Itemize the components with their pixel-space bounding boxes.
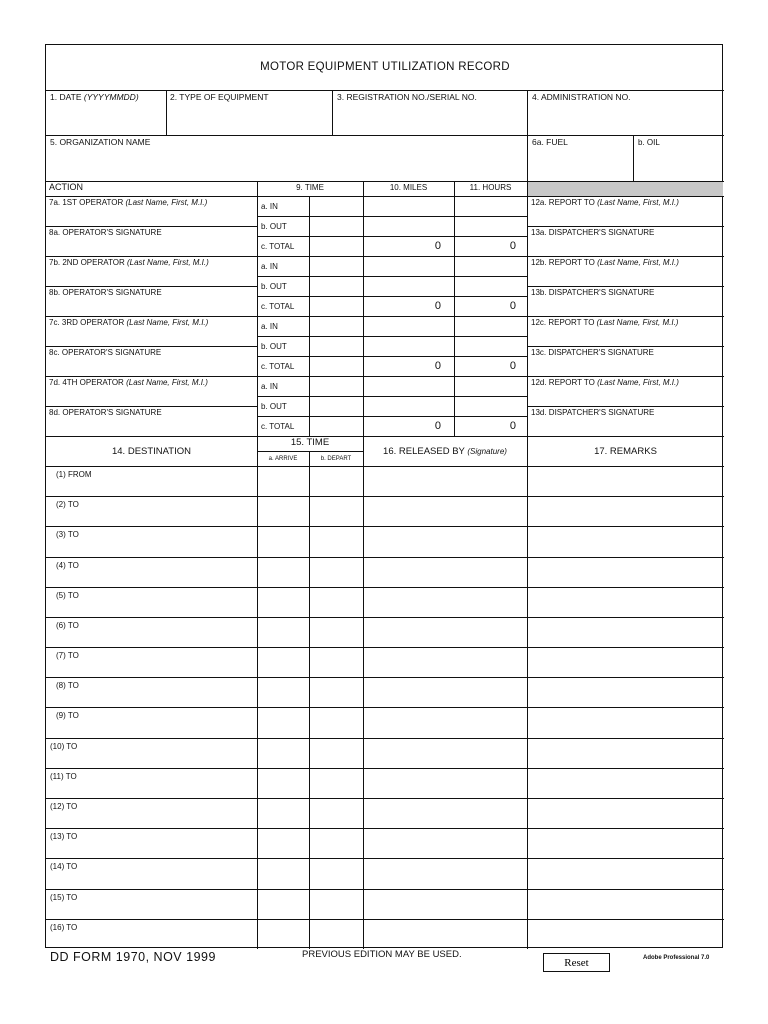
- operator-label: 7a. 1ST OPERATOR (Last Name, First, M.I.): [49, 198, 208, 207]
- destination-row-label: (5) TO: [56, 590, 79, 600]
- form-id: DD FORM 1970, NOV 1999: [50, 950, 216, 964]
- destination-field[interactable]: [48, 511, 255, 525]
- released-by-field[interactable]: [364, 890, 526, 918]
- hours-total: 0: [509, 300, 516, 312]
- administration-label: 4. ADMINISTRATION NO.: [532, 92, 631, 102]
- report-to-field[interactable]: [529, 329, 722, 345]
- arrive-time-field[interactable]: [258, 829, 308, 857]
- arrive-time-field[interactable]: [258, 558, 308, 586]
- destination-row-label: (3) TO: [56, 530, 79, 540]
- depart-time-field[interactable]: [310, 648, 362, 676]
- destination-row-label: (13) TO: [50, 832, 78, 842]
- reset-button[interactable]: Reset: [543, 953, 610, 972]
- motor-equipment-form: [45, 44, 723, 948]
- arrive-time-field[interactable]: [258, 648, 308, 676]
- dispatcher-signature-label: 13b. DISPATCHER'S SIGNATURE: [531, 288, 655, 297]
- remarks-field[interactable]: [528, 920, 723, 948]
- action-cell-field[interactable]: [455, 197, 526, 215]
- destination-field[interactable]: [48, 904, 255, 918]
- arrive-time-field[interactable]: [258, 920, 308, 948]
- destination-row-label: (1) FROM: [56, 470, 92, 479]
- hours-total: 0: [509, 240, 516, 252]
- time-in-label: a. IN: [261, 202, 278, 211]
- released-by-field[interactable]: [364, 678, 526, 706]
- form-title: MOTOR EQUIPMENT UTILIZATION RECORD: [260, 61, 510, 73]
- arrive-label: a. ARRIVE: [268, 456, 298, 462]
- oil-label: b. OIL: [638, 138, 660, 147]
- remarks-field[interactable]: [528, 678, 723, 706]
- report-to-label: 12d. REPORT TO (Last Name, First, M.I.): [531, 378, 679, 387]
- fuel-field[interactable]: [529, 150, 631, 179]
- time-total-label: c. TOTAL: [261, 242, 295, 251]
- arrive-time-field[interactable]: [258, 859, 308, 887]
- time-total-label: c. TOTAL: [261, 302, 295, 311]
- released-by-field[interactable]: [364, 497, 526, 525]
- operator-signature-field[interactable]: [48, 419, 255, 435]
- released-by-field[interactable]: [364, 467, 526, 495]
- action-cell-field[interactable]: [310, 257, 362, 275]
- arrive-time-field[interactable]: [258, 890, 308, 918]
- destination-row-label: (16) TO: [50, 922, 78, 932]
- remarks-field[interactable]: [528, 618, 723, 646]
- arrive-time-field[interactable]: [258, 739, 308, 767]
- arrive-time-field[interactable]: [258, 497, 308, 525]
- time-out-label: b. OUT: [261, 282, 287, 291]
- operator-name-field[interactable]: [48, 329, 255, 345]
- hours-label: 11. HOURS: [469, 183, 512, 192]
- date-label: 1. DATE (YYYYMMDD): [50, 92, 139, 102]
- destination-field[interactable]: [48, 541, 255, 555]
- remarks-field[interactable]: [528, 829, 723, 857]
- released-by-label: 16. RELEASED BY (Signature): [383, 446, 507, 457]
- report-to-label: 12c. REPORT TO (Last Name, First, M.I.): [531, 318, 679, 327]
- destination-row-label: (9) TO: [56, 711, 79, 721]
- action-cell-field[interactable]: [364, 217, 453, 235]
- remarks-field[interactable]: [528, 467, 723, 495]
- destination-field[interactable]: [48, 873, 255, 887]
- destination-field[interactable]: [48, 572, 255, 586]
- destination-field[interactable]: [48, 783, 255, 797]
- report-to-field[interactable]: [529, 209, 722, 225]
- destination-field[interactable]: [48, 753, 255, 767]
- operator-name-field[interactable]: [48, 389, 255, 405]
- action-cell-field[interactable]: [310, 397, 362, 415]
- miles-total: 0: [434, 240, 441, 252]
- organization-label: 5. ORGANIZATION NAME: [50, 137, 151, 147]
- dispatcher-signature-field[interactable]: [529, 419, 722, 435]
- remarks-label: 17. REMARKS: [594, 446, 657, 457]
- fuel-label: 6a. FUEL: [532, 137, 568, 147]
- depart-time-field[interactable]: [310, 799, 362, 827]
- released-by-field[interactable]: [364, 527, 526, 555]
- action-cell-field[interactable]: [364, 197, 453, 215]
- time-total-label: c. TOTAL: [261, 362, 295, 371]
- released-by-field[interactable]: [364, 920, 526, 948]
- arrive-time-field[interactable]: [258, 588, 308, 616]
- registration-label: 3. REGISTRATION NO./SERIAL NO.: [337, 92, 477, 102]
- operator-name-field[interactable]: [48, 269, 255, 285]
- depart-time-field[interactable]: [310, 467, 362, 495]
- action-cell-field[interactable]: [310, 337, 362, 355]
- action-cell-field[interactable]: [310, 317, 362, 335]
- hours-total: 0: [509, 360, 516, 372]
- depart-time-field[interactable]: [310, 588, 362, 616]
- arrive-time-field[interactable]: [258, 527, 308, 555]
- action-cell-field[interactable]: [310, 197, 362, 215]
- destination-field[interactable]: [48, 934, 255, 948]
- destination-row-label: (10) TO: [50, 741, 78, 751]
- action-cell-field[interactable]: [364, 377, 453, 395]
- arrive-time-field[interactable]: [258, 769, 308, 797]
- remarks-field[interactable]: [528, 799, 723, 827]
- time-total-label: c. TOTAL: [261, 422, 295, 431]
- operator-signature-field[interactable]: [48, 299, 255, 315]
- destination-row-label: (7) TO: [56, 651, 79, 661]
- action-cell-field[interactable]: [455, 377, 526, 395]
- time-out-label: b. OUT: [261, 342, 287, 351]
- depart-time-field[interactable]: [310, 558, 362, 586]
- time-out-label: b. OUT: [261, 402, 287, 411]
- operator-signature-field[interactable]: [48, 239, 255, 255]
- destination-field[interactable]: [48, 722, 255, 736]
- destination-label: 14. DESTINATION: [111, 446, 191, 457]
- operator-name-field[interactable]: [48, 209, 255, 225]
- released-by-field[interactable]: [364, 588, 526, 616]
- operator-label: 7d. 4TH OPERATOR (Last Name, First, M.I.): [49, 378, 208, 387]
- time-label: 9. TIME: [296, 183, 324, 192]
- destination-row-label: (8) TO: [56, 681, 79, 691]
- arrive-time-field[interactable]: [258, 708, 308, 736]
- released-by-field[interactable]: [364, 829, 526, 857]
- destination-field[interactable]: [48, 602, 255, 616]
- action-cell-field[interactable]: [455, 317, 526, 335]
- miles-total: 0: [434, 420, 441, 432]
- date-field[interactable]: [48, 105, 164, 133]
- remarks-field[interactable]: [528, 769, 723, 797]
- operator-signature-field[interactable]: [48, 359, 255, 375]
- destination-field[interactable]: [48, 692, 255, 706]
- miles-total: 0: [434, 300, 441, 312]
- time-15-label: 15. TIME: [290, 437, 330, 448]
- report-to-field[interactable]: [529, 269, 722, 285]
- operator-label: 7b. 2ND OPERATOR (Last Name, First, M.I.): [49, 258, 209, 267]
- depart-time-field[interactable]: [310, 618, 362, 646]
- destination-row-label: (14) TO: [50, 862, 78, 872]
- action-cell-field[interactable]: [455, 217, 526, 235]
- depart-time-field[interactable]: [310, 769, 362, 797]
- remarks-field[interactable]: [528, 497, 723, 525]
- released-by-field[interactable]: [364, 859, 526, 887]
- remarks-field[interactable]: [528, 558, 723, 586]
- organization-field[interactable]: [48, 150, 525, 179]
- operator-signature-label: 8b. OPERATOR'S SIGNATURE: [49, 288, 162, 297]
- time-out-label: b. OUT: [261, 222, 287, 231]
- remarks-field[interactable]: [528, 527, 723, 555]
- action-cell-field[interactable]: [310, 377, 362, 395]
- action-cell-field[interactable]: [364, 277, 453, 295]
- operator-signature-label: 8c. OPERATOR'S SIGNATURE: [49, 348, 162, 357]
- action-cell-field[interactable]: [364, 337, 453, 355]
- destination-field[interactable]: [48, 813, 255, 827]
- operator-signature-label: 8d. OPERATOR'S SIGNATURE: [49, 408, 162, 417]
- dispatcher-signature-label: 13a. DISPATCHER'S SIGNATURE: [531, 228, 655, 237]
- type-of-equipment-label: 2. TYPE OF EQUIPMENT: [170, 92, 269, 102]
- time-in-label: a. IN: [261, 322, 278, 331]
- dispatcher-signature-label: 13d. DISPATCHER'S SIGNATURE: [531, 408, 655, 417]
- destination-field[interactable]: [48, 662, 255, 676]
- destination-field[interactable]: [48, 481, 255, 495]
- depart-time-field[interactable]: [310, 708, 362, 736]
- dispatcher-signature-field[interactable]: [529, 359, 722, 375]
- destination-row-label: (4) TO: [56, 560, 79, 570]
- action-cell-field[interactable]: [364, 257, 453, 275]
- remarks-field[interactable]: [528, 648, 723, 676]
- released-by-field[interactable]: [364, 708, 526, 736]
- action-cell-field[interactable]: [364, 397, 453, 415]
- depart-time-field[interactable]: [310, 859, 362, 887]
- destination-field[interactable]: [48, 843, 255, 857]
- miles-label: 10. MILES: [389, 183, 428, 192]
- released-by-field[interactable]: [364, 648, 526, 676]
- arrive-time-field[interactable]: [258, 799, 308, 827]
- administration-field[interactable]: [529, 105, 722, 133]
- dispatcher-signature-field[interactable]: [529, 299, 722, 315]
- depart-time-field[interactable]: [310, 739, 362, 767]
- time-in-label: a. IN: [261, 382, 278, 391]
- released-by-field[interactable]: [364, 618, 526, 646]
- action-cell-field[interactable]: [310, 277, 362, 295]
- operator-signature-label: 8a. OPERATOR'S SIGNATURE: [49, 228, 162, 237]
- action-cell-field[interactable]: [455, 337, 526, 355]
- dispatcher-signature-label: 13c. DISPATCHER'S SIGNATURE: [531, 348, 654, 357]
- action-cell-field[interactable]: [455, 257, 526, 275]
- released-by-field[interactable]: [364, 739, 526, 767]
- action-label: ACTION: [49, 182, 84, 192]
- released-by-field[interactable]: [364, 769, 526, 797]
- time-in-label: a. IN: [261, 262, 278, 271]
- miles-total: 0: [434, 360, 441, 372]
- destination-row-label: (6) TO: [56, 620, 79, 630]
- oil-field[interactable]: [635, 150, 722, 179]
- depart-time-field[interactable]: [310, 497, 362, 525]
- report-to-field[interactable]: [529, 389, 722, 405]
- report-to-label: 12a. REPORT TO (Last Name, First, M.I.): [531, 198, 679, 207]
- type-of-equipment-field[interactable]: [168, 105, 330, 133]
- depart-time-field[interactable]: [310, 890, 362, 918]
- action-cell-field[interactable]: [364, 317, 453, 335]
- registration-field[interactable]: [334, 105, 525, 133]
- destination-field[interactable]: [48, 632, 255, 646]
- depart-time-field[interactable]: [310, 920, 362, 948]
- depart-label: b. DEPART: [320, 456, 352, 462]
- remarks-field[interactable]: [528, 890, 723, 918]
- hours-total: 0: [509, 420, 516, 432]
- operator-label: 7c. 3RD OPERATOR (Last Name, First, M.I.): [49, 318, 209, 327]
- action-cell-field[interactable]: [310, 217, 362, 235]
- destination-row-label: (12) TO: [50, 801, 78, 811]
- dispatcher-signature-field[interactable]: [529, 239, 722, 255]
- destination-row-label: (11) TO: [50, 771, 77, 781]
- depart-time-field[interactable]: [310, 678, 362, 706]
- arrive-time-field[interactable]: [258, 678, 308, 706]
- arrive-time-field[interactable]: [258, 618, 308, 646]
- previous-edition-note: PREVIOUS EDITION MAY BE USED.: [302, 949, 462, 960]
- remarks-field[interactable]: [528, 739, 723, 767]
- released-by-field[interactable]: [364, 558, 526, 586]
- software-note: Adobe Professional 7.0: [643, 955, 710, 961]
- report-to-label: 12b. REPORT TO (Last Name, First, M.I.): [531, 258, 679, 267]
- remarks-field[interactable]: [528, 588, 723, 616]
- destination-row-label: (15) TO: [50, 892, 78, 902]
- remarks-field[interactable]: [528, 859, 723, 887]
- action-cell-field[interactable]: [455, 397, 526, 415]
- depart-time-field[interactable]: [310, 829, 362, 857]
- depart-time-field[interactable]: [310, 527, 362, 555]
- action-cell-field[interactable]: [455, 277, 526, 295]
- arrive-time-field[interactable]: [258, 467, 308, 495]
- remarks-field[interactable]: [528, 708, 723, 736]
- destination-row-label: (2) TO: [56, 500, 79, 510]
- released-by-field[interactable]: [364, 799, 526, 827]
